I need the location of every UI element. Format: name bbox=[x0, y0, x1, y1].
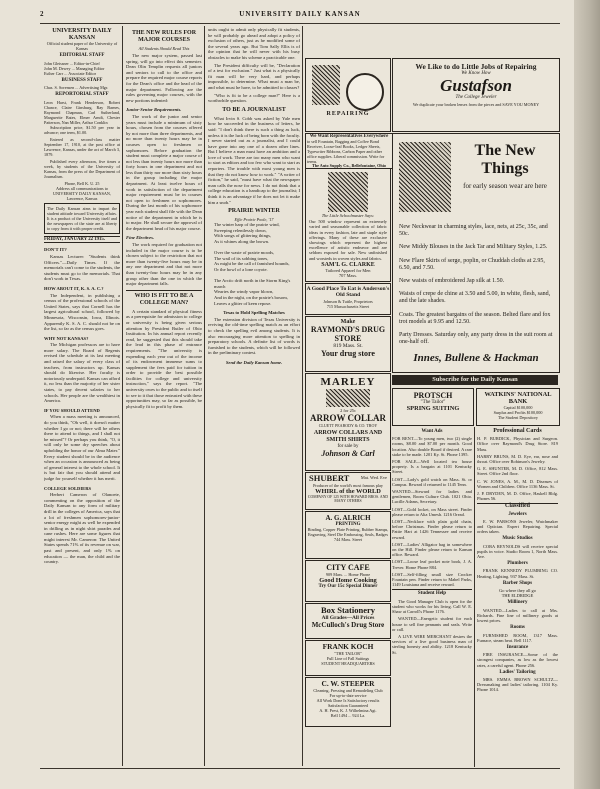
wanted-text: WANTED—Energetic student for each house to sell fine pennants and seals. Write or call. bbox=[392, 616, 472, 632]
barber-text: Go where they all go THE ELDRIDGE bbox=[499, 588, 536, 599]
prof-cards-head: Professional Cards bbox=[493, 428, 542, 434]
arrow-name: ARROW COLLAR bbox=[309, 413, 387, 423]
protsch-name: PROTSCH bbox=[413, 391, 453, 400]
want-ads-head: Want Ads bbox=[421, 429, 443, 434]
fashion-illustration bbox=[399, 142, 451, 212]
insurance-head: Insurance bbox=[506, 644, 529, 650]
address: Address all communications to UNIVERSITY DAILY KANSAN, Lawrence, Kansas bbox=[52, 185, 111, 201]
editorial-2-head: HOW ABOUT IT, K. S. A. C.? bbox=[44, 285, 104, 291]
ladies-head: Ladies' Tailoring bbox=[499, 669, 536, 675]
whirl-sub: COMPANY OF 125 WITH HOWARD BROS. AND MANY OTHERS bbox=[307, 495, 389, 504]
fit-question: "Who is fit to be a college man?" Here is a worthwhile question. bbox=[208, 92, 300, 104]
junior-senior-text: The work of the junior and senior years must include a minimum of sixty hours, chosen from the courses offered by not more than three departments, and no more than twenty hours may be in courses open to freshmen or sophomores. Before graduation the student must complete a major course of not less than twenty hours nor more than forty hours in one department and not less than thirty nor more than sixty hours in the group including the major department. At least twelve hours of work in satisfaction of the department major requirement must be in courses not open to freshmen or sophomores. During the last month of his sophomore year each student shall file with the Dean notice of the department in which he is to major. He shall secure the approval of the department head of his major course. bbox=[126, 113, 202, 231]
rooms-head: Rooms bbox=[510, 625, 525, 631]
new-things-item: New waists of embroidered Jap silk at 1.50. bbox=[399, 278, 505, 285]
representatives-headline: We Want Representatives Everywhere bbox=[309, 134, 389, 139]
classified-item: LOST—Ladies' Alligator bag in somewhere on the Hill. Finder please return to Kansan office. Reward. bbox=[392, 541, 472, 558]
steeper-ad bbox=[305, 677, 391, 727]
column-footer: Send the Daily Kansan home. bbox=[225, 359, 283, 365]
steeper-name: C. W. STEEPER bbox=[321, 679, 375, 688]
koch-sub: "THE TAILOR" Full Line of Fall Suitings STUDENT HEADQUARTERS bbox=[321, 651, 375, 666]
classified-item: WANTED—Steward for ladies and gentlemen, Room Culture Club. 1021 Ohio. Lucille Adams, Secretary. bbox=[392, 489, 472, 505]
reportorial-list: Leon Harst, Frank Henderson, Robert Chance, Claire Ginsburg, Ray Barnes, Raymond Chapman, Carl Sutherland, Marguerite Bates, Elmer Arndt, Chester Patterson, Nan Miller, Arthur Conklin bbox=[44, 99, 120, 125]
steeper-text: Cleaning, Pressing and Remodeling Club For up-to-date service All Work Done Is Satisfactory results Satisfaction Guaranteed bbox=[313, 688, 383, 708]
prof-card: HARRY BRUNS, M. D. Eye, ear, nose and throat. Office over Robinson's Jewelry. bbox=[477, 453, 558, 465]
poem-text: The winter harp of the prairie wind, Sweeping relentlessly down, With songs of glittering things, As it whines along the brown. Over the waste of prairie moods, The wail of its sobbing tones, As might be the call of famished hounds, Or the howl of a lone coyote. The Arctic drift north in the Storm King's march Wearies the windy vapor blown, And in the night, on the prairie's bosom, Leaves a glitter of keen repose. bbox=[214, 222, 291, 306]
editorial-5: Herbert Cameron of Olanoete, commenting on the opposition of the Daily Kansan to any form of military drill in the colleges of America, says that a lot of freshmen sophomores-junior-senior energy might as well be expended in drilling as in night shirt parades and cane rushes. Here are some figures that might interest Mr. Cameron: The United States spends 71% of its revenue on war, past and present, and only 1% on education — the man, the child and the country. bbox=[44, 492, 120, 565]
ladies-text: MRS. EMMA BROWN SCHULTZ—Dressmaking and ladies' tailoring. 1104 Ky. Phone 1014. bbox=[477, 676, 558, 693]
city-cafe-name: CITY CAFE bbox=[326, 563, 370, 572]
classified-item: LOST—Necklace with plain gold chain, before Christmas. Finder please return to Pattie Hart at 1426 Tennessee and receive reward. bbox=[392, 519, 472, 540]
classified-item: FOR SALE—Well located tea house property. Is a bargain at 1101 Kentucky Street. bbox=[392, 459, 472, 475]
editorial-5-head: COLLEGE SOLDIERS bbox=[44, 485, 92, 491]
staff-heading: EDITORIAL STAFF bbox=[59, 53, 105, 58]
college-man-headline: WHO IS FIT TO BE A COLLEGE MAN? bbox=[126, 290, 202, 307]
representatives-text: to sell Fountain, Bagging and Coffee Bond Receiver, Loose-leaf Books, Ledger Sheets, Typewriter Ribbons, Carbon Paper and other office supplies. Liberal commission. Write for terms. bbox=[307, 138, 385, 164]
mcculloch-ad bbox=[305, 603, 391, 639]
representatives-ad bbox=[305, 133, 393, 169]
plumbers-head: Plumbers bbox=[507, 561, 528, 567]
music-text: CORA REYNOLDS will receive special pupils in voice. Studio Room 1, North Mass. Ave. bbox=[477, 543, 558, 560]
new-things-item: Coats. The greatest bargains of the season. Belted flare and fox trot models at 9.95 and 12.50. bbox=[399, 311, 551, 325]
raymond-address: 819 Mass. St. bbox=[333, 343, 363, 349]
shubert-matinee: Mat. Wed. Eve bbox=[360, 475, 387, 480]
rules-column bbox=[126, 27, 202, 767]
new-things-list bbox=[399, 218, 553, 352]
running-title: UNIVERSITY DAILY KANSAN bbox=[239, 10, 361, 18]
alrich-printing: PRINTING bbox=[335, 522, 361, 527]
journalism-column bbox=[208, 27, 300, 767]
protsch-tailor: "The Tailor" bbox=[420, 400, 446, 405]
insurance-text: FIRE INSURANCE—Some of the strongest companies, as low as the lowest rates, a careful agent. Phone 256. bbox=[477, 652, 558, 668]
continued-text: units ought to admit only physically fit students, he will probably go ahead and adopt a policy of exclusion of others, just as he modified some of the several years ago. But Tom Sally Ellis is of the opinion that he will never with his busy obstacles to make his scheme a practicable one. bbox=[208, 27, 300, 60]
fine-electives-text: The work required for graduation not included in the major course is to be chosen subject to the restriction that not more than twenty-five hours may be in any one department and that not more than twenty-four hours may be in any group other than the one in which the major department falls. bbox=[126, 242, 202, 287]
gustafson-tag: The College Jeweler bbox=[455, 95, 497, 100]
editorial-4: When a mass meeting is announced, do you think, "Oh well, it doesn't matter whether I go or not; there will be others there to attend to things, and I shall not be missed"? Or perhaps you think, "O, it will only be some dry speeches about upholding the honor of our Alma Mater." Every student should be in the audience when an occasion is announced as being of general interest to the whole school. It is but fair that you should attend and judge for yourself whether it has merit. bbox=[44, 414, 120, 481]
arrow-collars-shirts: ARROW COLLARS AND SMITH SHIRTS bbox=[313, 430, 383, 443]
representatives-firm: The Auto Supply Co., Bellefontaine, Ohio bbox=[312, 163, 386, 169]
classified-item: LOST—Lady's gold watch on Mass. St. or Campus. Reward if returned to 1145 Tenn. bbox=[392, 476, 472, 487]
tailor-text: Our 500 window represent an extremely varied and seasonable collection of fabric ideas in every fashion, late and staple style offerings. Many of these are exclusive showings which represent the highest excellence of artistic endeavor and are seldom exposed for sale. New unfinished and worsteds in woven styles and fabrics. bbox=[309, 219, 387, 261]
issue-date: FRIDAY, JANUARY 22 1915. bbox=[44, 236, 120, 244]
col-rule bbox=[204, 26, 205, 766]
new-things-item: Waists of crepe de chine at 3.50 and 5.00, in white, flesh, sand, and the late shades. bbox=[399, 291, 551, 305]
jeweler-text: E. W. PARSONS Jeweler, Watchmaker and Optician. Expert Repairing. Special orders taken. bbox=[477, 518, 558, 535]
gustafson-note: We duplicate your broken lenses from the pieces and SAVE YOU MONEY bbox=[412, 102, 540, 107]
millinery-text: WANTED—Ladies to call at Mrs. Richards. Fine line of millinery goods at lowest prices. bbox=[477, 607, 558, 624]
business-heading: BUSINESS STAFF bbox=[61, 77, 103, 83]
arrow-for-sale: for sale by bbox=[337, 444, 359, 449]
gustafson-headline: We Like to do Little Jobs of Repairing bbox=[415, 62, 537, 71]
collar-illustration bbox=[326, 389, 370, 407]
col-rule bbox=[302, 26, 303, 766]
repairing-cartoon-ad bbox=[305, 58, 391, 132]
arrow-maker: CLUETT PEABODY & CO. TROY bbox=[318, 423, 378, 428]
student-help-text: The Good Manager Club is open for the student who works for his living. Call W. E. Shaw at Carroll's Phone 1176. bbox=[392, 598, 472, 615]
editorial-3-head: WHY NOT KANSAS? bbox=[44, 335, 89, 341]
shubert-ad bbox=[305, 472, 391, 510]
junior-senior-head: Junior-Senior Requirements. bbox=[126, 107, 182, 113]
foot-rule bbox=[40, 768, 560, 769]
cartoon-figure bbox=[312, 65, 340, 105]
anderson-headline: A Good Place To Eat is Anderson's Old Stand bbox=[306, 286, 390, 299]
watch-icon bbox=[346, 73, 384, 111]
alrich-name: A. G. ALRICH bbox=[325, 514, 371, 522]
reportorial-heading: REPORTORIAL STAFF bbox=[55, 92, 109, 98]
poem-byline: Effie Prairie Poole, '17 bbox=[234, 217, 274, 223]
page-fold-shadow bbox=[574, 0, 600, 789]
raymond-make: Make bbox=[340, 319, 356, 325]
city-cafe-ad bbox=[305, 560, 391, 602]
plumbers-text: FRANK KENNEDY PLUMBING CO. Heating, Lighting. 937 Mass. St. bbox=[477, 568, 558, 579]
president-quote: The President difficulty will be, "Declaration of a test for exclusion." Just what is a physically fit man will be very hard, and perhaps impossible, to determine. What must a man be, and what must he have, to be admitted to classes? bbox=[208, 62, 300, 90]
rules-intro: The new major system, passed last spring, will go into effect this semester. Dean Olin Templin requests all juniors and seniors to call to the office and prepare the required major course reports for the Dean's office and the head of the major department. Following are the rules governing major courses, with the new portions indented: bbox=[126, 53, 202, 103]
shubert-name: SHUBERT bbox=[309, 473, 350, 483]
new-things-item: New Flare Skirts of serge, poplin, or Chuddah cloths at 2.95, 6.50, and 7.50. bbox=[399, 257, 545, 271]
editorial-column bbox=[44, 27, 120, 767]
fine-electives-head: Fine Electives. bbox=[126, 235, 155, 241]
new-things-item: Party Dresses. Saturday only, any party dress in the suit room at one-half off. bbox=[399, 332, 553, 346]
anderson-ad bbox=[305, 283, 391, 315]
mcculloch-name: McCulloch's Drug Store bbox=[311, 621, 385, 629]
gustafson-name: Gustafson bbox=[440, 76, 512, 95]
journalist-text: What Irvin S. Cobb was asked by Yale men how he succeeded in the business of letters, he said: "I don't think there is such a thing as luck, unless it is the luck of being born with the faculty. I never started out as a journalist, and I could have gone into any one of a dozen other lines. But I believe a man must have an ambition and a love of work. There are too many men who want to start as editors and too few who want to start as reporters. The trouble with most young men is that they do not know how to work." "A writer of fiction," he said, "must have what the newspaper man calls the nose for news. I do not think that a college education is a handicap to the journalist; I think it is an advantage if he does not let it make him a snob." bbox=[208, 115, 300, 205]
editorial-1: Kansas Lecturer: "Students think Officers."—Daily Times. If the memorials can't come to the students, the students must go to the memorials. That don't work in Texas. bbox=[44, 253, 120, 282]
koch-name: FRANK KOCH bbox=[322, 642, 374, 651]
whirl-title: WHIRL of the WORLD bbox=[315, 488, 381, 495]
clarke-address: 707 Mass. bbox=[338, 273, 358, 279]
policy-box: The Daily Kansan aims to impart the student attitude toward University affairs. It is a product of the University itself and the newspapers of the state are at liberty to copy from it with proper credit. bbox=[44, 203, 120, 234]
published-note: Published every afternoon, five times a week, by students of the University of Kansas, from the press of the Department of Journalism. bbox=[44, 158, 120, 179]
alrich-text: Binding, Copper Plate Printing, Rubber Stamps, Engraving, Steel Die Embossing, Seals, Badges 744 Mass. Street bbox=[307, 527, 389, 542]
raymond-ad bbox=[305, 316, 391, 372]
entered-note: Entered as second-class matter September 17, 1910, at the post office at Lawrence, Kansas, under the act of March 3, 1879. bbox=[44, 136, 120, 157]
nameplate: UNIVERSITY DAILY KANSAN bbox=[52, 27, 112, 41]
steeper-address: A. H. Prest, K. J. Wilhelmina Agt. Bell 1494 ... 924 La. bbox=[319, 708, 377, 718]
editorial-1-head: DON'T IT? bbox=[44, 247, 67, 253]
head-rule bbox=[40, 23, 560, 24]
arrow-collar-ad bbox=[305, 373, 391, 471]
box-stationery-sub: All Grades—All Prices bbox=[321, 615, 375, 621]
subscription-note: Subscription price, $1.50 per year in advance; one term, $1.00. bbox=[44, 124, 120, 135]
running-head bbox=[40, 10, 560, 22]
prof-card: C. W. JONES, A. M., M. D. Diseases of Women and Children. Office 1136 Mass. St. bbox=[477, 478, 558, 489]
poem-title: PRAIRIE WINTER bbox=[228, 208, 280, 215]
watkins-caption: Capital $100,000 Surplus and Profits $100,000 The Student Depository bbox=[493, 405, 543, 420]
classifieds-column bbox=[392, 427, 472, 767]
prof-cards-list bbox=[477, 436, 558, 501]
college-man-text: A certain standard of physical fitness as a prerequisite for admission to college or university is being given serious attention by President Butler of Ohio Institution. In his annual report recently read, he suggested that this should take the lead in this phase of entrance requirements. "The university is expending each year out of the income of its endowment immense sums to supplement the fees paid for tuition in order to provide the best possible facilities for college and university instruction," says the report. "The university owes to the public and to itself to see to it that those entrusted with these opportunities may, so far as possible, be physically fit to profit by them. bbox=[126, 308, 202, 409]
barber-head: Barber Shops bbox=[502, 580, 533, 586]
millinery-head: Millinery bbox=[507, 600, 528, 606]
clarke-name: SAM'L G. CLARKE bbox=[321, 261, 375, 268]
classified-item: LOST—Self-filling small size Crocker Fountain pen. Finder return to Mabel Parks, 1149 Louisiana and receive reward. bbox=[392, 571, 472, 588]
page-number: 2 bbox=[40, 10, 45, 18]
city-cafe-address: 909 Mass. ... Home Phone bbox=[325, 572, 371, 577]
rooms-text: FURNISHED ROOM, 1317 Mass. Furnace, steam heat. Bell 1117. bbox=[477, 632, 558, 643]
classified-item: FOR RENT—To young men, two (2) single rooms, $8.00 and $7.00 per month. Good location. Also double Board if desired. A rare stake to be made. 1201 Ky. St. Phone 1395. bbox=[392, 436, 472, 457]
protsch-ad bbox=[392, 388, 474, 426]
marley-name: MARLEY bbox=[320, 376, 376, 388]
music-head: Music Studios bbox=[502, 536, 533, 542]
city-cafe-cooking: Good Home Cooking bbox=[319, 577, 377, 584]
gustafson-sub: We Know How bbox=[461, 71, 491, 76]
editorial-2: The Independent, in publishing a census of the professional schools of the United States, says that Cornell has the largest agricultural school, followed by Minnesota, Wisconsin, Iowa, Illinois. Apparently K. S. A. C. should not be on the list, so far as the census goes. bbox=[44, 292, 120, 332]
marley-sub: 2 for 25c bbox=[340, 408, 356, 413]
prof-card: H. P. BURDICK, Physician and Surgeon. Office over Raymond's Drug Store. 819 Mass. bbox=[477, 436, 558, 452]
staff-list: John Gleissner ... Editor-in-Chief John M. Dewey ... Managing Editor Esther Carr ... Associate Editor bbox=[44, 60, 105, 76]
raymond-name: RAYMOND'S DRUG STORE bbox=[310, 325, 386, 343]
spelling-headline: Texas to Hold Spelling Matches bbox=[223, 310, 285, 316]
koch-ad bbox=[305, 640, 391, 676]
anderson-sub: Johnson & Tuttle, Proprietors 715 Massachusetts Street bbox=[323, 298, 373, 309]
clarke-tailor-ad bbox=[305, 168, 391, 282]
protsch-sub: SPRING SUITING bbox=[406, 405, 460, 412]
clarke-sub: Tailored Apparel for Men bbox=[325, 268, 371, 274]
classified-head: Classified bbox=[477, 503, 558, 509]
phone: Phone, Bell K. U. 25 bbox=[64, 180, 100, 186]
box-stationery: Box Stationery bbox=[320, 605, 376, 615]
rules-headline: THE NEW RULES FOR MAJOR COURSES bbox=[131, 30, 197, 43]
innes-new-things-ad bbox=[392, 133, 560, 373]
prof-card: G. E. SHUNTER, M. D. Office, 812 Mass. Street. Office 2nd floor. bbox=[477, 466, 558, 477]
classified-item: LOST—Gold locket, on Mass street. Finder please return to Alta Umesh. 1216 Oread. bbox=[392, 506, 472, 517]
directory-column bbox=[477, 427, 558, 767]
city-cafe-special: Try Our 15c Special Dinner bbox=[318, 584, 378, 589]
repairing-label: REPAIRING bbox=[326, 111, 370, 117]
innes-signature: Innes, Bullene & Hackman bbox=[413, 352, 539, 364]
schoolmaster-caption: The Little Schoolmaster Says: bbox=[321, 213, 375, 218]
gustafson-ad bbox=[392, 58, 560, 132]
spelling-text: The extension division of Texas University is reviving the old-time spelling match as an effort to check the spelling evil among students. It is also encouraging more attention to spelling in preparatory schools. A definite list of words is furnished to the students, which will be followed in the preliminary contest. bbox=[208, 316, 300, 356]
alrich-ad bbox=[305, 511, 391, 559]
arrow-dealer: Johnson & Carl bbox=[321, 449, 375, 458]
new-things-item: New Neckwear in charming styles, lace, nets, at 25c, 35c, and 50c. bbox=[399, 224, 548, 238]
watkins-ad bbox=[476, 388, 560, 426]
business-list: Chas. S. Sorensen ... Advertising Mgr. bbox=[44, 85, 109, 91]
subscribe-banner: Subscribe for the Daily Kansan bbox=[392, 375, 558, 385]
shubert-text: Producer of the world's most famous play bbox=[313, 483, 383, 488]
classified-item: LOST—Loose leaf pocket note book, J. A. Trever. Home Phone 884. bbox=[392, 559, 472, 570]
classified-list bbox=[392, 436, 472, 587]
jewelers-head: Jewelers bbox=[508, 511, 527, 517]
prof-card: J. P. DRYDEN, M. D. Office, Haskell Bldg. Phones 56. bbox=[477, 491, 558, 502]
schoolmaster-illustration bbox=[328, 172, 368, 212]
live-wire-text: A LIVE WIRE MERCHANT desires the services of a live good business man of sterling honesty and ability. 1218 Kentucky St. bbox=[392, 633, 472, 655]
new-things-item: New Middy Blouses in the Jack Tar and Military Styles, 1.25. bbox=[399, 244, 548, 251]
student-help-head: Student Help bbox=[392, 589, 472, 596]
rules-subhead: All Students Should Read This bbox=[138, 46, 190, 51]
editorial-3: The Michigan professors are to have more salary. The Board of Regents revised the schedule at its last meeting and raised the salary of every class of teachers, from instructors up. Kansas should do likewise. Her faculty is notoriously underpaid. Kansas can afford it, no less than the majority of her sister states, to pay decent salaries to her schools. Her people are the wealthiest in America. bbox=[44, 342, 120, 404]
col-rule bbox=[474, 427, 475, 767]
col-rule bbox=[122, 26, 123, 766]
watkins-name: WATKINS' NATIONAL BANK bbox=[484, 391, 552, 405]
new-things-headline: The New Things bbox=[474, 142, 536, 177]
editorial-4-head: IF YOU SHOULD ATTEND bbox=[44, 407, 100, 413]
raymond-tagline: Your drug store bbox=[321, 349, 375, 358]
journalist-headline: TO BE A JOURNALIST bbox=[222, 106, 286, 113]
nameplate-subtitle: Official student paper of the University of Kansas bbox=[46, 41, 118, 51]
new-things-sub: for early season wear are here bbox=[463, 182, 547, 190]
